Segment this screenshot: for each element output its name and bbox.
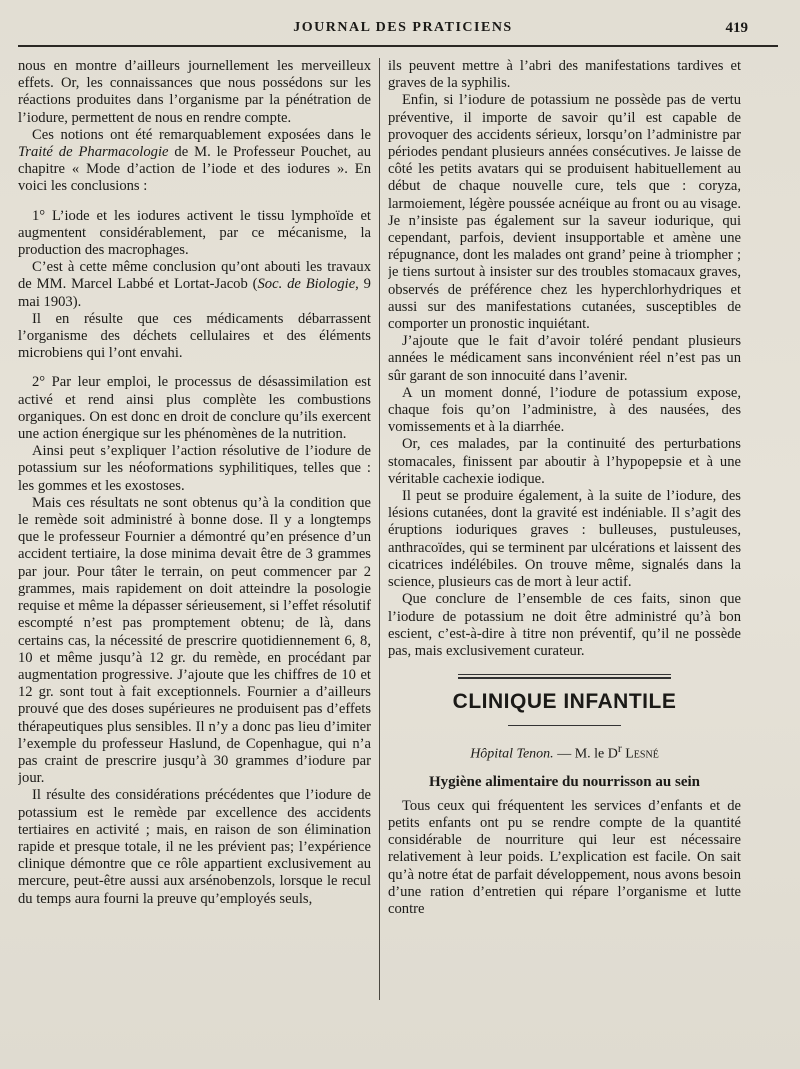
paragraph: ils peuvent mettre à l’abri des manifestations tardives et graves de la syphilis. bbox=[388, 58, 741, 92]
hospital-line bbox=[388, 740, 741, 764]
paragraph: Mais ces résultats ne sont obtenus qu’à la condition que le remède soit administré à bonne dose. Il y a longtemps que le professeur Fournier a démontré qu’en présence d’un accident tertiaire, la dose minima devait être de 3 grammes par jour. Pour tâter le terrain, on peut commencer par 2 grammes, mais rapidement on doit atteindre la posologie requise et même la dépasser sérieusement, si l’effet résolutif escompté n’est pas promptement obtenu; de là, dans certains cas, la nécessité de prescrire quotidiennement 6, 8, 10 et même jusqu’à 12 gr. du remède, en procédant par augmentation progressive. J’ajoute que les chiffres de 10 et 12 gr. sont tout à fait exceptionnels. Fournier a d’ailleurs prouvé que des doses supérieures ne produisent pas d’effets thérapeutiques plus sensibles. Il n’y a donc pas lieu d’imiter l’exemple du professeur Haslund, de Copenhague, qui n’a pas craint de prescrire jusqu’à 30 grammes d’iodure par jour. bbox=[18, 494, 371, 787]
section-rule bbox=[458, 677, 671, 679]
paragraph: Tous ceux qui fréquentent les services d’enfants et de petits enfants ont pu se rendre compte de la quantité considérable de nourriture qui leur est nécessaire relativement à leur poids. L’explication est facile. On sait qu’à notre état de parfait développement, nous avons besoin d’une ration d’entretien qui répare l’organisme et lutte contre bbox=[388, 797, 741, 917]
paragraph bbox=[18, 127, 371, 196]
page-header bbox=[18, 18, 788, 42]
paragraph: Or, ces malades, par la continuité des perturbations stomacales, finissent par aboutir à l’hypopepsie et à une véritable cachexie iodique. bbox=[388, 436, 741, 487]
paragraph: 2° Par leur emploi, le processus de désassimilation est activé et rend ainsi plus complète les combustions organiques. On est donc en droit de conclure qu’ils exercent une action énergique sur les phénomènes de la nutrition. bbox=[18, 374, 371, 443]
text-run: r bbox=[617, 742, 622, 756]
paragraph: Ainsi peut s’expliquer l’action résolutive de l’iodure de potassium sur les néoformations syphilitiques, telles que : les gommes et les exostoses. bbox=[18, 443, 371, 494]
paragraph: Enfin, si l’iodure de potassium ne possède pas de vertu préventive, il importe de savoir qu’il est capable de provoquer des accidents sérieux, lorsqu’on l’administre par périodes pendant plusieurs années consécutives. Je laisse de côté les petits avatars qui se produisent habituellement au début de chaque nouvelle cure, tels que : coryza, larmoiement, légère poussée acnéique au front ou au visage. Je n’insiste pas également sur la saveur iodurique, qui cependant, parfois, devient insupportable et amène une répugnance, dont les malades ont grand’ peine à triompher ; je tiens surtout à insister sur des troubles stomacaux graves, observés de préférence chez les hyperchlorhydriques et aussi sur des manifestations cutanées, susceptibles de comporter un pronostic inquiétant. bbox=[388, 92, 741, 333]
paragraph: Il peut se produire également, à la suite de l’iodure, des lésions cutanées, dont la gravité est indéniable. Il s’agit des éruptions ioduriques graves : bulleuses, pustuleuses, anthracoïdes, qui se terminent par ulcérations et laissent des cicatrices indélébiles. On trouve même, signalés dans la science, plusieurs cas de mort à leur actif. bbox=[388, 488, 741, 591]
text-run: C’est à cette même conclusion qu’ont abouti les travaux de MM. Marcel Labbé et Lortat-Jacob ( bbox=[18, 259, 371, 293]
column-divider bbox=[379, 58, 380, 1000]
section-rule bbox=[458, 674, 671, 675]
text-run: de M. le Professeur Pouchet, au chapitre « Mode d’action de l’iode et des iodures ». En voici les conclusions : bbox=[18, 144, 371, 195]
article-title: Hygiène alimentaire du nourrisson au sein bbox=[429, 773, 700, 790]
paragraph: J’ajoute que le fait d’avoir toléré pendant plusieurs années le médicament sans inconvénient réel n’est pas un sûr garant de son innocuité dans l’avenir. bbox=[388, 333, 741, 384]
header-rule bbox=[18, 45, 778, 47]
left-column bbox=[18, 58, 371, 1058]
paragraph: Que conclure de l’ensemble de ces faits, sinon que l’iodure de potassium ne doit être administré qu’à bon escient, c’est-à-dire à titre non préventif, qu’il ne possède pas, mais exclusivement curateur. bbox=[388, 591, 741, 659]
doctor-name: Lesné bbox=[621, 746, 659, 762]
paragraph: A un moment donné, l’iodure de potassium expose, chaque fois qu’on l’administre, à des nausées, des vomissements et à la diarrhée. bbox=[388, 384, 741, 436]
hospital-name: Hôpital Tenon. bbox=[470, 746, 554, 762]
journal-reference: Soc. de Biologie bbox=[257, 276, 356, 293]
text-run: , 9 mai 1903). bbox=[18, 276, 371, 310]
paragraph: 1° L’iode et les iodures activent le tissu lymphoïde et augmentent considérablement, par ce mécanisme, la production des macrophages. bbox=[18, 207, 371, 259]
right-column bbox=[388, 58, 741, 1058]
section-rule bbox=[508, 725, 621, 726]
paragraph: Il en résulte que ces médicaments débarrassent l’organisme des déchets cellulaires et des éléments microbiens qui l’ont envahi. bbox=[18, 310, 371, 362]
book-title: Traité de Pharmacologie bbox=[18, 144, 169, 161]
paragraph bbox=[18, 259, 371, 311]
paragraph: Il résulte des considérations précédentes que l’iodure de potassium est le remède par excellence des accidents tertiaires en activité ; mais, en raison de son élimination rapide et presque totale, il ne les prévient pas; l’expérience clinique démontre que ce rôle appartient exclusivement au mercure, peut-être aussi aux arsénobenzols, lorsque le recul du temps aura fourni la preuve qu’employés seuls, bbox=[18, 787, 371, 907]
section-title: CLINIQUE INFANTILE bbox=[452, 690, 677, 714]
page-number: 419 bbox=[725, 20, 748, 36]
text-run: Ces notions ont été remarquablement exposées dans le bbox=[32, 126, 371, 143]
journal-title: JOURNAL DES PRATICIENS bbox=[293, 20, 513, 35]
text-run: — M. le D bbox=[553, 746, 618, 762]
paragraph: nous en montre d’ailleurs journellement les merveilleux effets. Or, les connaissances que nous possédons sur les réactions produites dans l’organisme par la pénétration de l’iodure, permettent de nous en rendre compte. bbox=[18, 58, 371, 126]
